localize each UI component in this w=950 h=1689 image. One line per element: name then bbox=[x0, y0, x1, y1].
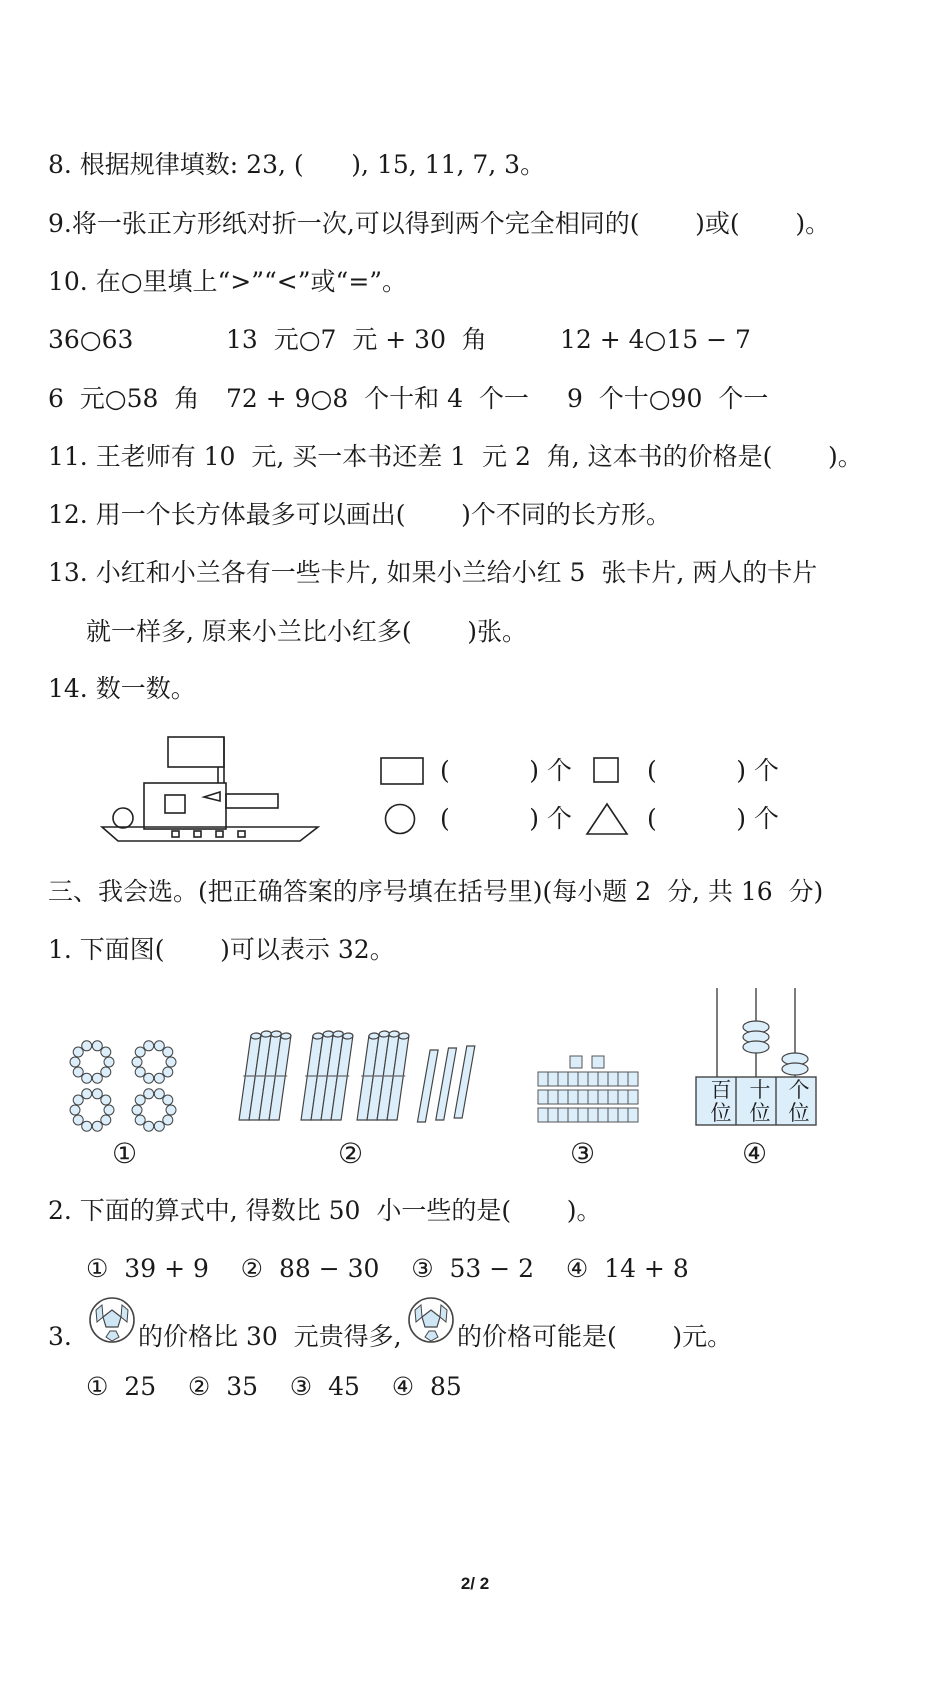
abacus-label-ge: 个位 bbox=[788, 1078, 810, 1125]
question-9: 9.将一张正方形纸对折一次,可以得到两个完全相同的( )或( )。 bbox=[48, 209, 831, 238]
section-3-heading: 三、我会选。(把正确答案的序号填在括号里)(每小题 2 分, 共 16 分) bbox=[48, 877, 824, 906]
choice-label-1: ① bbox=[112, 1137, 138, 1170]
choice-question-3-number: 3. bbox=[48, 1322, 72, 1351]
choice-question-1: 1. 下面图( )可以表示 32。 bbox=[48, 935, 395, 964]
compare-item: 12 + 4○15 − 7 bbox=[560, 325, 751, 354]
triangle-shape-icon bbox=[585, 802, 629, 836]
compare-item: 36○63 bbox=[48, 325, 134, 354]
count-rectangle: ( ) 个 bbox=[440, 756, 572, 785]
soccer-ball-icon bbox=[407, 1296, 455, 1344]
count-square: ( ) 个 bbox=[647, 756, 779, 785]
count-circle: ( ) 个 bbox=[440, 804, 572, 833]
square-shape-icon bbox=[593, 757, 619, 783]
choice-label-3: ③ bbox=[570, 1137, 596, 1170]
circle-shape-icon bbox=[384, 803, 416, 835]
question-13-line1: 13. 小红和小兰各有一些卡片, 如果小兰给小红 5 张卡片, 两人的卡片 bbox=[48, 558, 818, 587]
question-14: 14. 数一数。 bbox=[48, 674, 196, 703]
question-2-options: ① 39 + 9 ② 88 − 30 ③ 53 − 2 ④ 14 + 8 bbox=[86, 1254, 689, 1283]
rods-and-cubes-figure bbox=[536, 1048, 646, 1130]
ship-figure bbox=[100, 735, 325, 845]
page-number: 2/ 2 bbox=[460, 1574, 490, 1593]
question-3-options: ① 25 ② 35 ③ 45 ④ 85 bbox=[86, 1372, 462, 1401]
compare-item: 72 + 9○8 个十和 4 个一 bbox=[226, 384, 529, 413]
question-3-text-mid: 的价格比 30 元贵得多, bbox=[138, 1322, 402, 1351]
soccer-ball-icon bbox=[88, 1296, 136, 1344]
count-triangle: ( ) 个 bbox=[647, 804, 779, 833]
question-12: 12. 用一个长方体最多可以画出( )个不同的长方形。 bbox=[48, 500, 671, 529]
stick-bundles-figure bbox=[238, 1028, 478, 1128]
abacus-label-bai: 百位 bbox=[710, 1078, 732, 1125]
choice-label-4: ④ bbox=[742, 1137, 768, 1170]
question-10: 10. 在○里填上“>”“<”或“=”。 bbox=[48, 267, 408, 296]
compare-item: 9 个十○90 个一 bbox=[567, 384, 769, 413]
compare-item: 6 元○58 角 bbox=[48, 384, 200, 413]
question-13-line2: 就一样多, 原来小兰比小红多( )张。 bbox=[86, 617, 528, 646]
choice-question-2: 2. 下面的算式中, 得数比 50 小一些的是( )。 bbox=[48, 1196, 602, 1225]
rectangle-shape-icon bbox=[380, 757, 424, 785]
choice-label-2: ② bbox=[338, 1137, 364, 1170]
question-3-text-end: 的价格可能是( )元。 bbox=[457, 1322, 733, 1351]
bead-rings-figure bbox=[68, 1040, 183, 1135]
abacus-label-shi: 十位 bbox=[749, 1078, 771, 1125]
compare-item: 13 元○7 元 + 30 角 bbox=[226, 325, 487, 354]
question-8: 8. 根据规律填数: 23, ( ), 15, 11, 7, 3。 bbox=[48, 150, 546, 179]
question-11: 11. 王老师有 10 元, 买一本书还差 1 元 2 角, 这本书的价格是( )。 bbox=[48, 442, 863, 471]
